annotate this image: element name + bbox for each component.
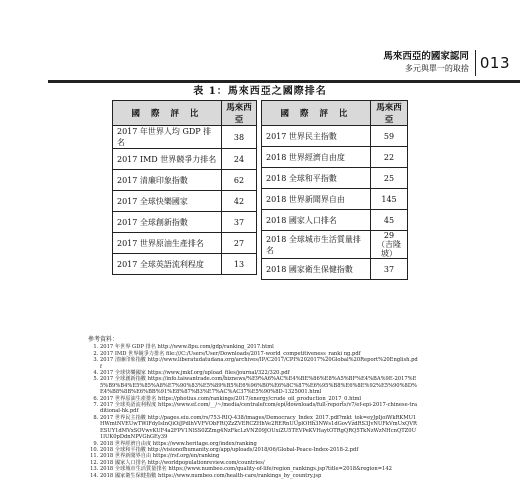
ranking-name: 2017 年世界人均 GDP 排名 [113,126,222,149]
table-row [113,170,257,191]
ranking-score: 24 [222,149,257,170]
reference-item: 13. 2018 全球城市生活質量排名 https://www.numbeo.com/quality-of-life/region_rankings.jsp?title=2018&region=142 [100,466,418,472]
ranking-score: 37 [371,259,408,280]
ranking-score: 27 [222,233,257,254]
table-row [262,126,408,147]
ranking-score: 29 [383,231,395,240]
table-row [262,210,408,231]
header-cell-score: 馬來西亞 [371,101,408,126]
header-subtitle: 多元與單一的取捨 [404,64,469,73]
reference-item: 1. 2017 年世界 GDP 排名 http://www.8pu.com/gdp/ranking_2017.html [100,344,418,350]
table-row [113,254,257,275]
table-header-row [262,101,408,126]
table-row [262,147,408,168]
ranking-score: 42 [222,191,257,212]
ranking-name: 2017 世界原油生產排名 [113,233,222,254]
ranking-name: 2018 國家人口排名 [262,210,371,231]
table-row [113,212,257,233]
table-row [113,191,257,212]
reference-item: 14. 2018 國家衛生保健指數 https://www.numbeo.com/health-care/rankings_by_country.jsp [100,473,418,479]
ranking-name: 2017 清廉印象指數 [113,170,222,191]
ranking-score: 37 [222,212,257,233]
header-cell-label: 國 際 評 比 [113,101,222,126]
ranking-score: 38 [222,126,257,149]
ranking-score: 22 [371,147,408,168]
reference-item: 9. 2018 世界經濟自由度 https://www.heritage.org/index/ranking [100,441,418,447]
ranking-name: 2018 全球城市生活質量排名 [262,231,371,259]
running-header [383,50,510,76]
ranking-score: 62 [222,170,257,191]
ranking-name: 2017 全球創新指數 [113,212,222,233]
table-row [113,149,257,170]
ranking-table-right [261,100,408,280]
table-row [262,231,408,259]
ranking-score-cell [371,231,408,259]
table-title: 表 1：馬來西亞之國際排名 [193,86,327,97]
reference-item: 2. 2017 IMD 世界競爭力排名 file:///C:/Users/User/Downloads/2017-world_competitiveness_ranki ng.pdf [100,351,418,357]
references-section [88,337,418,479]
header-text-block [383,51,469,75]
header-title: 馬來西亞的國家認同 [383,51,469,62]
reference-item: 6. 2017 世界原油生產排名 https://photius.com/rankings/2017/energy/crude_oil_production_2017_0.html [100,396,418,402]
table-row [113,233,257,254]
reference-item: 5. 2017 全球創新指數 https://info.taiwantrade.com/biznews/%E9%A6%AC%E4%BE%86%E8%A5%BF%E4%BA%9E-2017%E5%B9%B4%E5%85%A8%E7%90%83%E5%89%B5%E6%96%B0%E6%8C%87%E6%95%B8%E6%8E%92%E5%90%8D%E4%B8%8B%E6%BB%91%E8%87%B3%E7%AC%AC37%E5%90%8D-1325001.html [100,376,418,395]
references-title: 參考資料： [88,336,119,343]
ranking-score: 45 [371,210,408,231]
ranking-score: 25 [371,168,408,189]
header-cell-label: 國 際 評 比 [262,101,371,126]
reference-item: 7. 2017 全球英語流利程度 https://www.ef.com/__/~/media/centralefcom/epi/downloads/full-reports/v7/ef-epi-2017-chinese-traditional-hk.pdf [100,402,418,415]
table-row [262,168,408,189]
ranking-name: 2018 國家衛生保健指數 [262,259,371,280]
ranking-name: 2018 全球和平指數 [262,168,371,189]
header-separator [475,50,476,76]
ranking-score: 145 [371,189,408,210]
table-row [262,189,408,210]
table-row [113,126,257,149]
table-header-row [113,101,257,126]
ranking-name: 2017 全球快樂國家 [113,191,222,212]
ranking-score: 13 [222,254,257,275]
reference-item: 3. 2017 清廉印象指數 http://www.liberatudatudana.org/archives/IP/C2017/CPI%202017%20Global%20Report%20English.pdf [100,357,418,370]
ranking-name: 2017 IMD 世界競爭力排名 [113,149,222,170]
header-cell-score: 馬來西亞 [222,101,257,126]
reference-item: 10. 2018 全球和平指數 http://visionofhumanity.org/app/uploads/2018/06/Global-Peace-Index-2018-2.pdf [100,447,418,453]
ranking-name: 2017 全球英語流利程度 [113,254,222,275]
ranking-score: 59 [371,126,408,147]
reference-item: 4. 2017 全球快樂國家 https://www.jmkf.org/upload_files/journal/322/320.pdf [100,370,418,376]
references-list [88,344,418,479]
ranking-score-note: （吉隆坡） [377,240,401,258]
ranking-name: 2017 世界民主指數 [262,126,371,147]
ranking-name: 2018 世界新聞界自由 [262,189,371,210]
reference-item: 11. 2018 世界新聞界自由 https://rsf.org/en/ranking [100,453,418,459]
page-number: 013 [479,54,510,72]
ranking-table-left [112,100,257,275]
ranking-name: 2018 世界經濟自由度 [262,147,371,168]
reference-item: 12. 2018 國家人口排名 http://worldpopulationreview.com/countries/ [100,460,418,466]
table-row [262,259,408,280]
reference-item: 8. 2017 世界民主指數 http://pages.eiu.com/rs/753-RIQ-438/images/Democracy_Index_2017.pdf?mkt_tok=eyJpIjoiWkRKMU1HWmtNVEUwTWlFdyIsInQiOiJPdlhVVFVObFRQZzZVERCZHhVe2RERnUUplOHh3NWs1dGovVzdRS3JvNUFkVmUxQVRESUY1dMVxSOVwvKUF4a2FPV1NlSS0ZZmg4NzFkcLzVNZ09JOUxiZU5TEVPeKVHaytOTRgQRQ5TkNzWzNHcnQTZ0U1lUK0pDdnNPVGhGEy39 [100,415,418,441]
